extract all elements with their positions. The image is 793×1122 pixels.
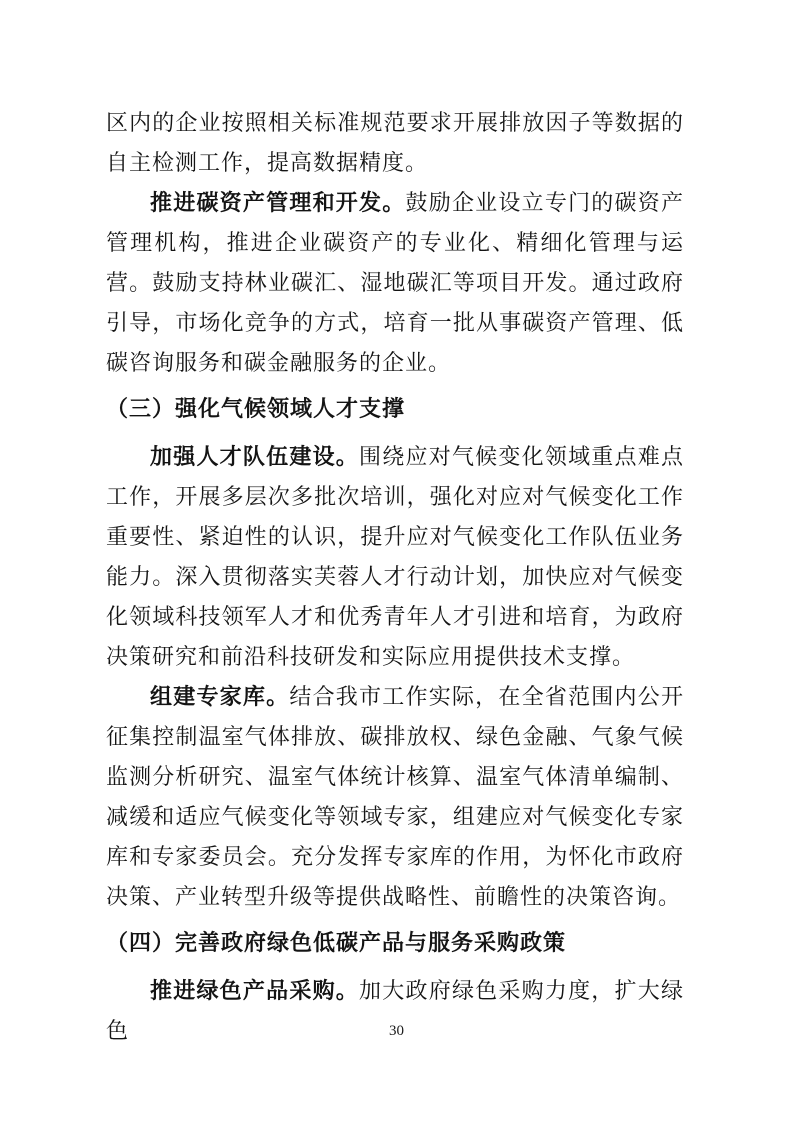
paragraph-carbon-asset bbox=[106, 183, 684, 383]
paragraph-continuation bbox=[106, 103, 684, 183]
paragraph-expert-database bbox=[106, 677, 684, 917]
paragraph-lead: 推进绿色产品采购。 bbox=[150, 978, 360, 1003]
paragraph-text: 区内的企业按照相关标准规范要求开展排放因子等数据的自主检测工作，提高数据精度。 bbox=[106, 110, 684, 175]
section-heading-4: （四）完善政府绿色低碳产品与服务采购政策 bbox=[106, 930, 567, 955]
paragraph-lead: 加强人才队伍建设。 bbox=[150, 444, 360, 469]
section-heading-3: （三）强化气候领域人才支撑 bbox=[106, 396, 406, 421]
paragraph-lead: 推进碳资产管理和开发。 bbox=[150, 190, 406, 215]
paragraph-text: 加大政府绿色采购力度，扩大绿色 bbox=[106, 978, 684, 1043]
paragraph-text: 围绕应对气候变化领域重点难点工作，开展多层次多批次培训，强化对应对气候变化工作重要性、紧迫性的认识，提升应对气候变化工作队伍业务能力。深入贯彻落实芙蓉人才行动计划，加快应对气候变化领域科技领军人才和优秀青年人才引进和培育，为政府决策研究和前沿科技研发和实际应用提供技术支撑。 bbox=[106, 444, 684, 669]
paragraph-lead: 组建专家库。 bbox=[150, 684, 290, 709]
paragraph-talent-team bbox=[106, 437, 684, 677]
page-number: 30 bbox=[389, 1023, 404, 1039]
page-footer bbox=[0, 1020, 793, 1042]
document-content bbox=[106, 103, 684, 1051]
paragraph-text: 结合我市工作实际，在全省范围内公开征集控制温室气体排放、碳排放权、绿色金融、气象气候监测分析研究、温室气体统计核算、温室气体清单编制、减缓和适应气候变化等领域专家，组建应对气候变化专家库和专家委员会。充分发挥专家库的作用，为怀化市政府决策、产业转型升级等提供战略性、前瞻性的决策咨询。 bbox=[106, 684, 684, 909]
paragraph-text: 鼓励企业设立专门的碳资产管理机构，推进企业碳资产的专业化、精细化管理与运营。鼓励支持林业碳汇、湿地碳汇等项目开发。通过政府引导，市场化竞争的方式，培育一批从事碳资产管理、低碳咨询服务和碳金融服务的企业。 bbox=[106, 190, 684, 375]
